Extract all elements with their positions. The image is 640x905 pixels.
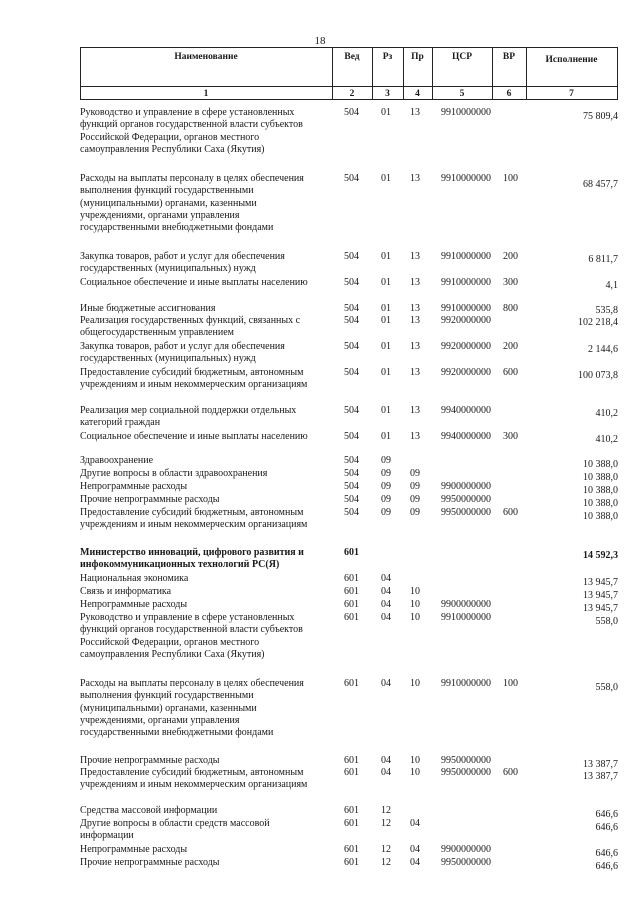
row-ved: 601 xyxy=(344,678,359,689)
row-pr: 13 xyxy=(410,315,420,326)
row-csr: 9940000000 xyxy=(441,405,491,416)
row-csr: 9950000000 xyxy=(441,767,491,778)
row-csr: 9900000000 xyxy=(441,599,491,610)
row-csr: 9910000000 xyxy=(441,173,491,184)
row-rz: 09 xyxy=(381,468,391,479)
row-pr: 13 xyxy=(410,431,420,442)
row-vr: 200 xyxy=(503,341,518,352)
row-pr: 09 xyxy=(410,468,420,479)
row-name: Руководство и управление в сфере установленных функций органов государственной власти субъектов Российской Федерации, органов местного самоуправления Республики Саха (Якутия) xyxy=(80,612,303,660)
row-vr: 600 xyxy=(503,367,518,378)
row-rz: 12 xyxy=(381,857,391,868)
row-ved: 504 xyxy=(344,173,359,184)
row-execution: 10 388,0 xyxy=(583,511,618,522)
row-vr: 100 xyxy=(503,678,518,689)
row-csr: 9910000000 xyxy=(441,303,491,314)
row-rz: 04 xyxy=(381,586,391,597)
row-execution: 410,2 xyxy=(595,434,618,445)
row-name: Расходы на выплаты персоналу в целях обеспечения выполнения функций государственными (муниципальными) органами, казенными учреждениями, органами управления государственными внебюджетными фондами xyxy=(80,173,304,234)
row-execution: 100 073,8 xyxy=(578,370,618,381)
row-rz: 01 xyxy=(381,251,391,262)
row-rz: 01 xyxy=(381,277,391,288)
row-execution: 14 592,3 xyxy=(583,550,618,561)
row-ved: 601 xyxy=(344,547,359,558)
row-name: Реализация мер социальной поддержки отдельных категорий граждан xyxy=(80,405,297,429)
row-ved: 504 xyxy=(344,341,359,352)
row-ved: 601 xyxy=(344,857,359,868)
row-execution: 13 387,7 xyxy=(583,771,618,782)
row-vr: 600 xyxy=(503,507,518,518)
row-rz: 04 xyxy=(381,599,391,610)
row-ved: 601 xyxy=(344,818,359,829)
row-name: Связь и информатика xyxy=(80,586,172,597)
row-vr: 800 xyxy=(503,303,518,314)
row-rz: 12 xyxy=(381,805,391,816)
row-rz: 09 xyxy=(381,507,391,518)
row-rz: 04 xyxy=(381,612,391,623)
row-pr: 13 xyxy=(410,173,420,184)
row-name: Предоставление субсидий бюджетным, автономным учреждениям и иным некоммерческим организациям xyxy=(80,767,308,791)
row-pr: 04 xyxy=(410,818,420,829)
divider xyxy=(80,86,618,87)
row-name: Здравоохранение xyxy=(80,455,154,466)
header-number: 5 xyxy=(459,89,465,99)
row-ved: 504 xyxy=(344,468,359,479)
row-ved: 504 xyxy=(344,431,359,442)
row-name: Министерство инноваций, цифрового развития и инфокоммуникационных технологий РС(Я) xyxy=(80,547,304,571)
row-ved: 504 xyxy=(344,315,359,326)
row-ved: 504 xyxy=(344,303,359,314)
header-number: 6 xyxy=(506,89,512,99)
row-pr: 10 xyxy=(410,755,420,766)
row-vr: 100 xyxy=(503,173,518,184)
row-pr: 10 xyxy=(410,678,420,689)
row-rz: 09 xyxy=(381,455,391,466)
header-number: 2 xyxy=(349,89,355,99)
row-ved: 601 xyxy=(344,599,359,610)
row-execution: 558,0 xyxy=(595,616,618,627)
row-execution: 2 144,6 xyxy=(588,344,618,355)
row-csr: 9910000000 xyxy=(441,107,491,118)
row-rz: 01 xyxy=(381,173,391,184)
header-execution: Исполнение xyxy=(545,55,598,65)
row-execution: 10 388,0 xyxy=(583,485,618,496)
row-vr: 300 xyxy=(503,431,518,442)
row-name: Непрограммные расходы xyxy=(80,844,188,855)
row-csr: 9940000000 xyxy=(441,431,491,442)
header-number: 1 xyxy=(203,89,209,99)
row-name: Непрограммные расходы xyxy=(80,481,188,492)
row-execution: 10 388,0 xyxy=(583,498,618,509)
row-rz: 12 xyxy=(381,818,391,829)
row-execution: 646,6 xyxy=(595,809,618,820)
row-pr: 09 xyxy=(410,507,420,518)
row-csr: 9950000000 xyxy=(441,857,491,868)
row-ved: 601 xyxy=(344,755,359,766)
row-pr: 09 xyxy=(410,481,420,492)
row-pr: 10 xyxy=(410,612,420,623)
row-csr: 9910000000 xyxy=(441,251,491,262)
row-execution: 646,6 xyxy=(595,848,618,859)
row-name: Средства массовой информации xyxy=(80,805,218,816)
row-rz: 01 xyxy=(381,107,391,118)
row-ved: 504 xyxy=(344,367,359,378)
row-pr: 13 xyxy=(410,341,420,352)
row-name: Закупка товаров, работ и услуг для обеспечения государственных (муниципальных) нужд xyxy=(80,341,285,365)
divider xyxy=(617,47,618,99)
row-rz: 12 xyxy=(381,844,391,855)
row-rz: 04 xyxy=(381,767,391,778)
row-ved: 601 xyxy=(344,805,359,816)
row-rz: 09 xyxy=(381,481,391,492)
row-name: Прочие непрограммные расходы xyxy=(80,755,220,766)
page-number: 18 xyxy=(314,35,326,47)
row-ved: 601 xyxy=(344,573,359,584)
row-csr: 9950000000 xyxy=(441,494,491,505)
row-vr: 200 xyxy=(503,251,518,262)
row-pr: 13 xyxy=(410,251,420,262)
row-rz: 01 xyxy=(381,315,391,326)
row-ved: 504 xyxy=(344,481,359,492)
row-pr: 13 xyxy=(410,277,420,288)
row-name: Руководство и управление в сфере установленных функций органов государственной власти субъектов Российской Федерации, органов местного самоуправления Республики Саха (Якутия) xyxy=(80,107,303,155)
row-execution: 535,8 xyxy=(595,305,618,316)
row-pr: 04 xyxy=(410,857,420,868)
row-execution: 68 457,7 xyxy=(583,179,618,190)
row-execution: 13 387,7 xyxy=(583,759,618,770)
divider xyxy=(80,99,618,100)
row-csr: 9900000000 xyxy=(441,844,491,855)
row-vr: 600 xyxy=(503,767,518,778)
row-name: Непрограммные расходы xyxy=(80,599,188,610)
row-execution: 13 945,7 xyxy=(583,603,618,614)
row-csr: 9920000000 xyxy=(441,367,491,378)
row-execution: 410,2 xyxy=(595,408,618,419)
row-name: Закупка товаров, работ и услуг для обеспечения государственных (муниципальных) нужд xyxy=(80,251,285,275)
row-ved: 504 xyxy=(344,277,359,288)
row-name: Другие вопросы в области средств массовой информации xyxy=(80,818,270,842)
row-execution: 646,6 xyxy=(595,861,618,872)
row-ved: 504 xyxy=(344,251,359,262)
header-name: Наименование xyxy=(174,52,238,62)
row-pr: 10 xyxy=(410,586,420,597)
header-ved: Вед xyxy=(344,52,360,62)
row-rz: 01 xyxy=(381,431,391,442)
row-ved: 504 xyxy=(344,405,359,416)
row-name: Прочие непрограммные расходы xyxy=(80,494,220,505)
header-number: 3 xyxy=(385,89,390,99)
header-vr: ВР xyxy=(502,52,516,62)
row-ved: 601 xyxy=(344,767,359,778)
row-name: Прочие непрограммные расходы xyxy=(80,857,220,868)
row-pr: 10 xyxy=(410,599,420,610)
row-execution: 10 388,0 xyxy=(583,459,618,470)
row-vr: 300 xyxy=(503,277,518,288)
row-csr: 9950000000 xyxy=(441,507,491,518)
row-rz: 09 xyxy=(381,494,391,505)
row-execution: 13 945,7 xyxy=(583,590,618,601)
row-name: Реализация государственных функций, связанных с общегосударственным управлением xyxy=(80,315,301,339)
row-execution: 646,6 xyxy=(595,822,618,833)
header-number: 7 xyxy=(569,89,574,99)
row-csr: 9920000000 xyxy=(441,341,491,352)
header-number: 4 xyxy=(415,89,420,99)
row-pr: 10 xyxy=(410,767,420,778)
row-execution: 10 388,0 xyxy=(583,472,618,483)
row-name: Расходы на выплаты персоналу в целях обеспечения выполнения функций государственными (муниципальными) органами, казенными учреждениями, органами управления государственными внебюджетными фондами xyxy=(80,678,304,739)
row-pr: 09 xyxy=(410,494,420,505)
row-name: Другие вопросы в области здравоохранения xyxy=(80,468,268,479)
header-rz: Рз xyxy=(382,52,393,62)
row-execution: 558,0 xyxy=(595,682,618,693)
header-csr: ЦСР xyxy=(451,52,473,62)
row-ved: 601 xyxy=(344,586,359,597)
row-rz: 04 xyxy=(381,755,391,766)
row-name: Национальная экономика xyxy=(80,573,189,584)
row-pr: 13 xyxy=(410,107,420,118)
row-ved: 601 xyxy=(344,612,359,623)
row-execution: 4,1 xyxy=(605,280,618,291)
row-name: Социальное обеспечение и иные выплаты населению xyxy=(80,277,308,288)
row-name: Предоставление субсидий бюджетным, автономным учреждениям и иным некоммерческим организациям xyxy=(80,507,308,531)
row-csr: 9950000000 xyxy=(441,755,491,766)
row-pr: 13 xyxy=(410,367,420,378)
row-rz: 04 xyxy=(381,573,391,584)
row-rz: 01 xyxy=(381,341,391,352)
row-csr: 9910000000 xyxy=(441,277,491,288)
row-pr: 04 xyxy=(410,844,420,855)
row-pr: 13 xyxy=(410,303,420,314)
row-execution: 75 809,4 xyxy=(583,111,618,122)
row-csr: 9910000000 xyxy=(441,612,491,623)
row-rz: 01 xyxy=(381,367,391,378)
row-ved: 601 xyxy=(344,844,359,855)
row-name: Предоставление субсидий бюджетным, автономным учреждениям и иным некоммерческим организациям xyxy=(80,367,308,391)
row-csr: 9920000000 xyxy=(441,315,491,326)
row-execution: 13 945,7 xyxy=(583,577,618,588)
row-name: Социальное обеспечение и иные выплаты населению xyxy=(80,431,308,442)
row-csr: 9910000000 xyxy=(441,678,491,689)
row-rz: 04 xyxy=(381,678,391,689)
row-execution: 102 218,4 xyxy=(578,317,618,328)
row-ved: 504 xyxy=(344,507,359,518)
row-rz: 01 xyxy=(381,405,391,416)
row-rz: 01 xyxy=(381,303,391,314)
row-ved: 504 xyxy=(344,455,359,466)
row-ved: 504 xyxy=(344,494,359,505)
row-name: Иные бюджетные ассигнования xyxy=(80,303,216,314)
row-ved: 504 xyxy=(344,107,359,118)
row-csr: 9900000000 xyxy=(441,481,491,492)
header-pr: Пр xyxy=(411,52,424,62)
row-execution: 6 811,7 xyxy=(588,254,618,265)
divider xyxy=(80,47,618,48)
row-pr: 13 xyxy=(410,405,420,416)
